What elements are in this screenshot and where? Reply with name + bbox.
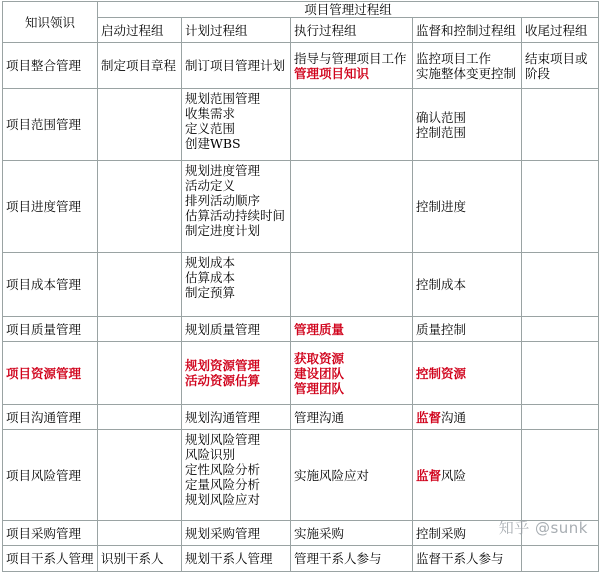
process-cell-planning (182, 317, 291, 342)
process-cell-planning (182, 521, 291, 546)
process-name: 管理项目知识 (294, 65, 370, 81)
process-name: 阶段 (525, 65, 551, 81)
process-name: 规划成本 (185, 255, 236, 270)
knowledge-area-cell: 项目干系人管理 (3, 546, 98, 572)
process-groups-title: 项目管理过程组 (98, 2, 599, 18)
process-cell-planning (182, 546, 291, 572)
process-cell-executing (291, 405, 413, 430)
process-name: 定性风险分析 (185, 462, 261, 477)
process-name: 指导与管理项目工作 (294, 50, 407, 66)
process-name: 规划沟通管理 (185, 409, 261, 425)
process-cell-closing (522, 317, 599, 342)
process-name: 沟通 (441, 409, 467, 425)
process-cell-executing (291, 161, 413, 253)
process-cell-planning (182, 430, 291, 521)
process-name: 制定进度计划 (185, 223, 261, 238)
group-header-planning: 计划过程组 (182, 18, 291, 43)
table-row (3, 43, 599, 89)
process-cell-initiating (98, 43, 182, 89)
process-name: 实施整体变更控制 (416, 65, 517, 81)
process-name: 监督 (416, 409, 442, 425)
process-cell-initiating (98, 161, 182, 253)
process-cell-closing (522, 161, 599, 253)
process-cell-closing (522, 43, 599, 89)
process-name: 风险识别 (185, 447, 236, 462)
process-cell-closing (522, 253, 599, 317)
table-row (3, 546, 599, 572)
process-name: 控制成本 (416, 277, 467, 292)
process-line (416, 410, 518, 425)
process-cell-initiating (98, 342, 182, 405)
process-cell-executing (291, 43, 413, 89)
process-name: 识别干系人 (101, 551, 164, 566)
knowledge-area-cell: 项目风险管理 (3, 430, 98, 521)
process-line (416, 468, 518, 483)
group-header-monitoring: 监督和控制过程组 (413, 18, 522, 43)
process-cell-monitoring (413, 161, 522, 253)
process-cell-monitoring (413, 546, 522, 572)
process-cell-executing (291, 430, 413, 521)
process-name: 规划采购管理 (185, 525, 261, 541)
knowledge-area-cell: 项目资源管理 (3, 342, 98, 405)
group-header-closing: 收尾过程组 (522, 18, 599, 43)
process-name: 管理沟通 (294, 409, 345, 425)
process-name: 估算活动持续时间 (185, 208, 286, 223)
process-name: 管理质量 (294, 321, 345, 337)
process-name: 定量风险分析 (185, 477, 261, 492)
process-name: 确认范围 (416, 109, 467, 125)
process-cell-executing (291, 253, 413, 317)
process-name: 控制进度 (416, 199, 467, 214)
header-row-top (3, 2, 599, 18)
process-cell-monitoring (413, 405, 522, 430)
process-name: 实施采购 (294, 525, 345, 541)
process-name: 结束项目或 (525, 50, 588, 66)
table-row (3, 253, 599, 317)
table-row (3, 317, 599, 342)
process-cell-planning (182, 253, 291, 317)
process-cell-initiating (98, 405, 182, 430)
process-cell-executing (291, 342, 413, 405)
process-cell-planning (182, 89, 291, 161)
process-name: 监督 (416, 467, 442, 483)
table-row (3, 342, 599, 405)
process-cell-monitoring (413, 317, 522, 342)
knowledge-area-cell: 项目整合管理 (3, 43, 98, 89)
process-name: 制定项目章程 (101, 58, 177, 73)
group-header-initiating: 启动过程组 (98, 18, 182, 43)
process-name: 制订项目管理计划 (185, 58, 286, 73)
process-cell-planning (182, 342, 291, 405)
table-row (3, 161, 599, 253)
process-cell-monitoring (413, 43, 522, 89)
process-name: 制定预算 (185, 285, 236, 300)
knowledge-area-cell: 项目采购管理 (3, 521, 98, 546)
knowledge-area-header: 知识领识 (3, 2, 98, 43)
process-name: 收集需求 (185, 106, 236, 121)
process-cell-initiating (98, 430, 182, 521)
process-cell-executing (291, 317, 413, 342)
process-cell-closing (522, 342, 599, 405)
process-cell-planning (182, 43, 291, 89)
process-name: 规划风险应对 (185, 492, 261, 507)
knowledge-area-cell: 项目沟通管理 (3, 405, 98, 430)
process-name: 规划风险管理 (185, 432, 261, 447)
group-header-executing: 执行过程组 (291, 18, 413, 43)
process-name: 活动定义 (185, 178, 236, 193)
process-name: 实施风险应对 (294, 467, 370, 483)
process-cell-closing (522, 546, 599, 572)
process-cell-closing (522, 405, 599, 430)
process-cell-monitoring (413, 89, 522, 161)
process-cell-initiating (98, 521, 182, 546)
process-name: 管理干系人参与 (294, 551, 382, 566)
process-cell-monitoring (413, 342, 522, 405)
knowledge-area-cell: 项目成本管理 (3, 253, 98, 317)
process-cell-monitoring (413, 253, 522, 317)
process-cell-initiating (98, 317, 182, 342)
process-name: 建设团队 (294, 365, 345, 381)
process-cell-initiating (98, 253, 182, 317)
process-cell-executing (291, 521, 413, 546)
process-cell-closing (522, 89, 599, 161)
process-cell-executing (291, 546, 413, 572)
knowledge-area-cell: 项目范围管理 (3, 89, 98, 161)
process-name: 控制采购 (416, 525, 467, 541)
knowledge-area-cell: 项目进度管理 (3, 161, 98, 253)
process-name: 管理团队 (294, 380, 345, 396)
process-name: 质量控制 (416, 321, 467, 337)
process-group-table (2, 1, 599, 572)
process-name: 创建WBS (185, 136, 241, 151)
process-cell-planning (182, 161, 291, 253)
process-cell-initiating (98, 546, 182, 572)
process-name: 控制资源 (416, 365, 467, 381)
process-cell-closing (522, 430, 599, 521)
process-name: 获取资源 (294, 350, 345, 366)
process-name: 估算成本 (185, 270, 236, 285)
process-name: 排列活动顺序 (185, 193, 261, 208)
process-name: 控制范围 (416, 124, 467, 140)
watermark: 知乎 @sunk (498, 519, 588, 537)
process-name: 规划范围管理 (185, 91, 261, 106)
table-row (3, 430, 599, 521)
process-name: 规划进度管理 (185, 163, 261, 178)
process-cell-monitoring (413, 430, 522, 521)
process-cell-initiating (98, 89, 182, 161)
process-cell-planning (182, 405, 291, 430)
process-name: 活动资源估算 (185, 373, 261, 388)
table-row (3, 405, 599, 430)
process-name: 风险 (441, 467, 467, 483)
process-name: 监控项目工作 (416, 50, 492, 66)
process-name: 规划资源管理 (185, 358, 261, 373)
process-name: 监督干系人参与 (416, 551, 504, 566)
process-name: 规划干系人管理 (185, 551, 273, 566)
process-cell-executing (291, 89, 413, 161)
table-row (3, 89, 599, 161)
process-name: 定义范围 (185, 121, 236, 136)
process-name: 规划质量管理 (185, 321, 261, 337)
knowledge-area-cell: 项目质量管理 (3, 317, 98, 342)
